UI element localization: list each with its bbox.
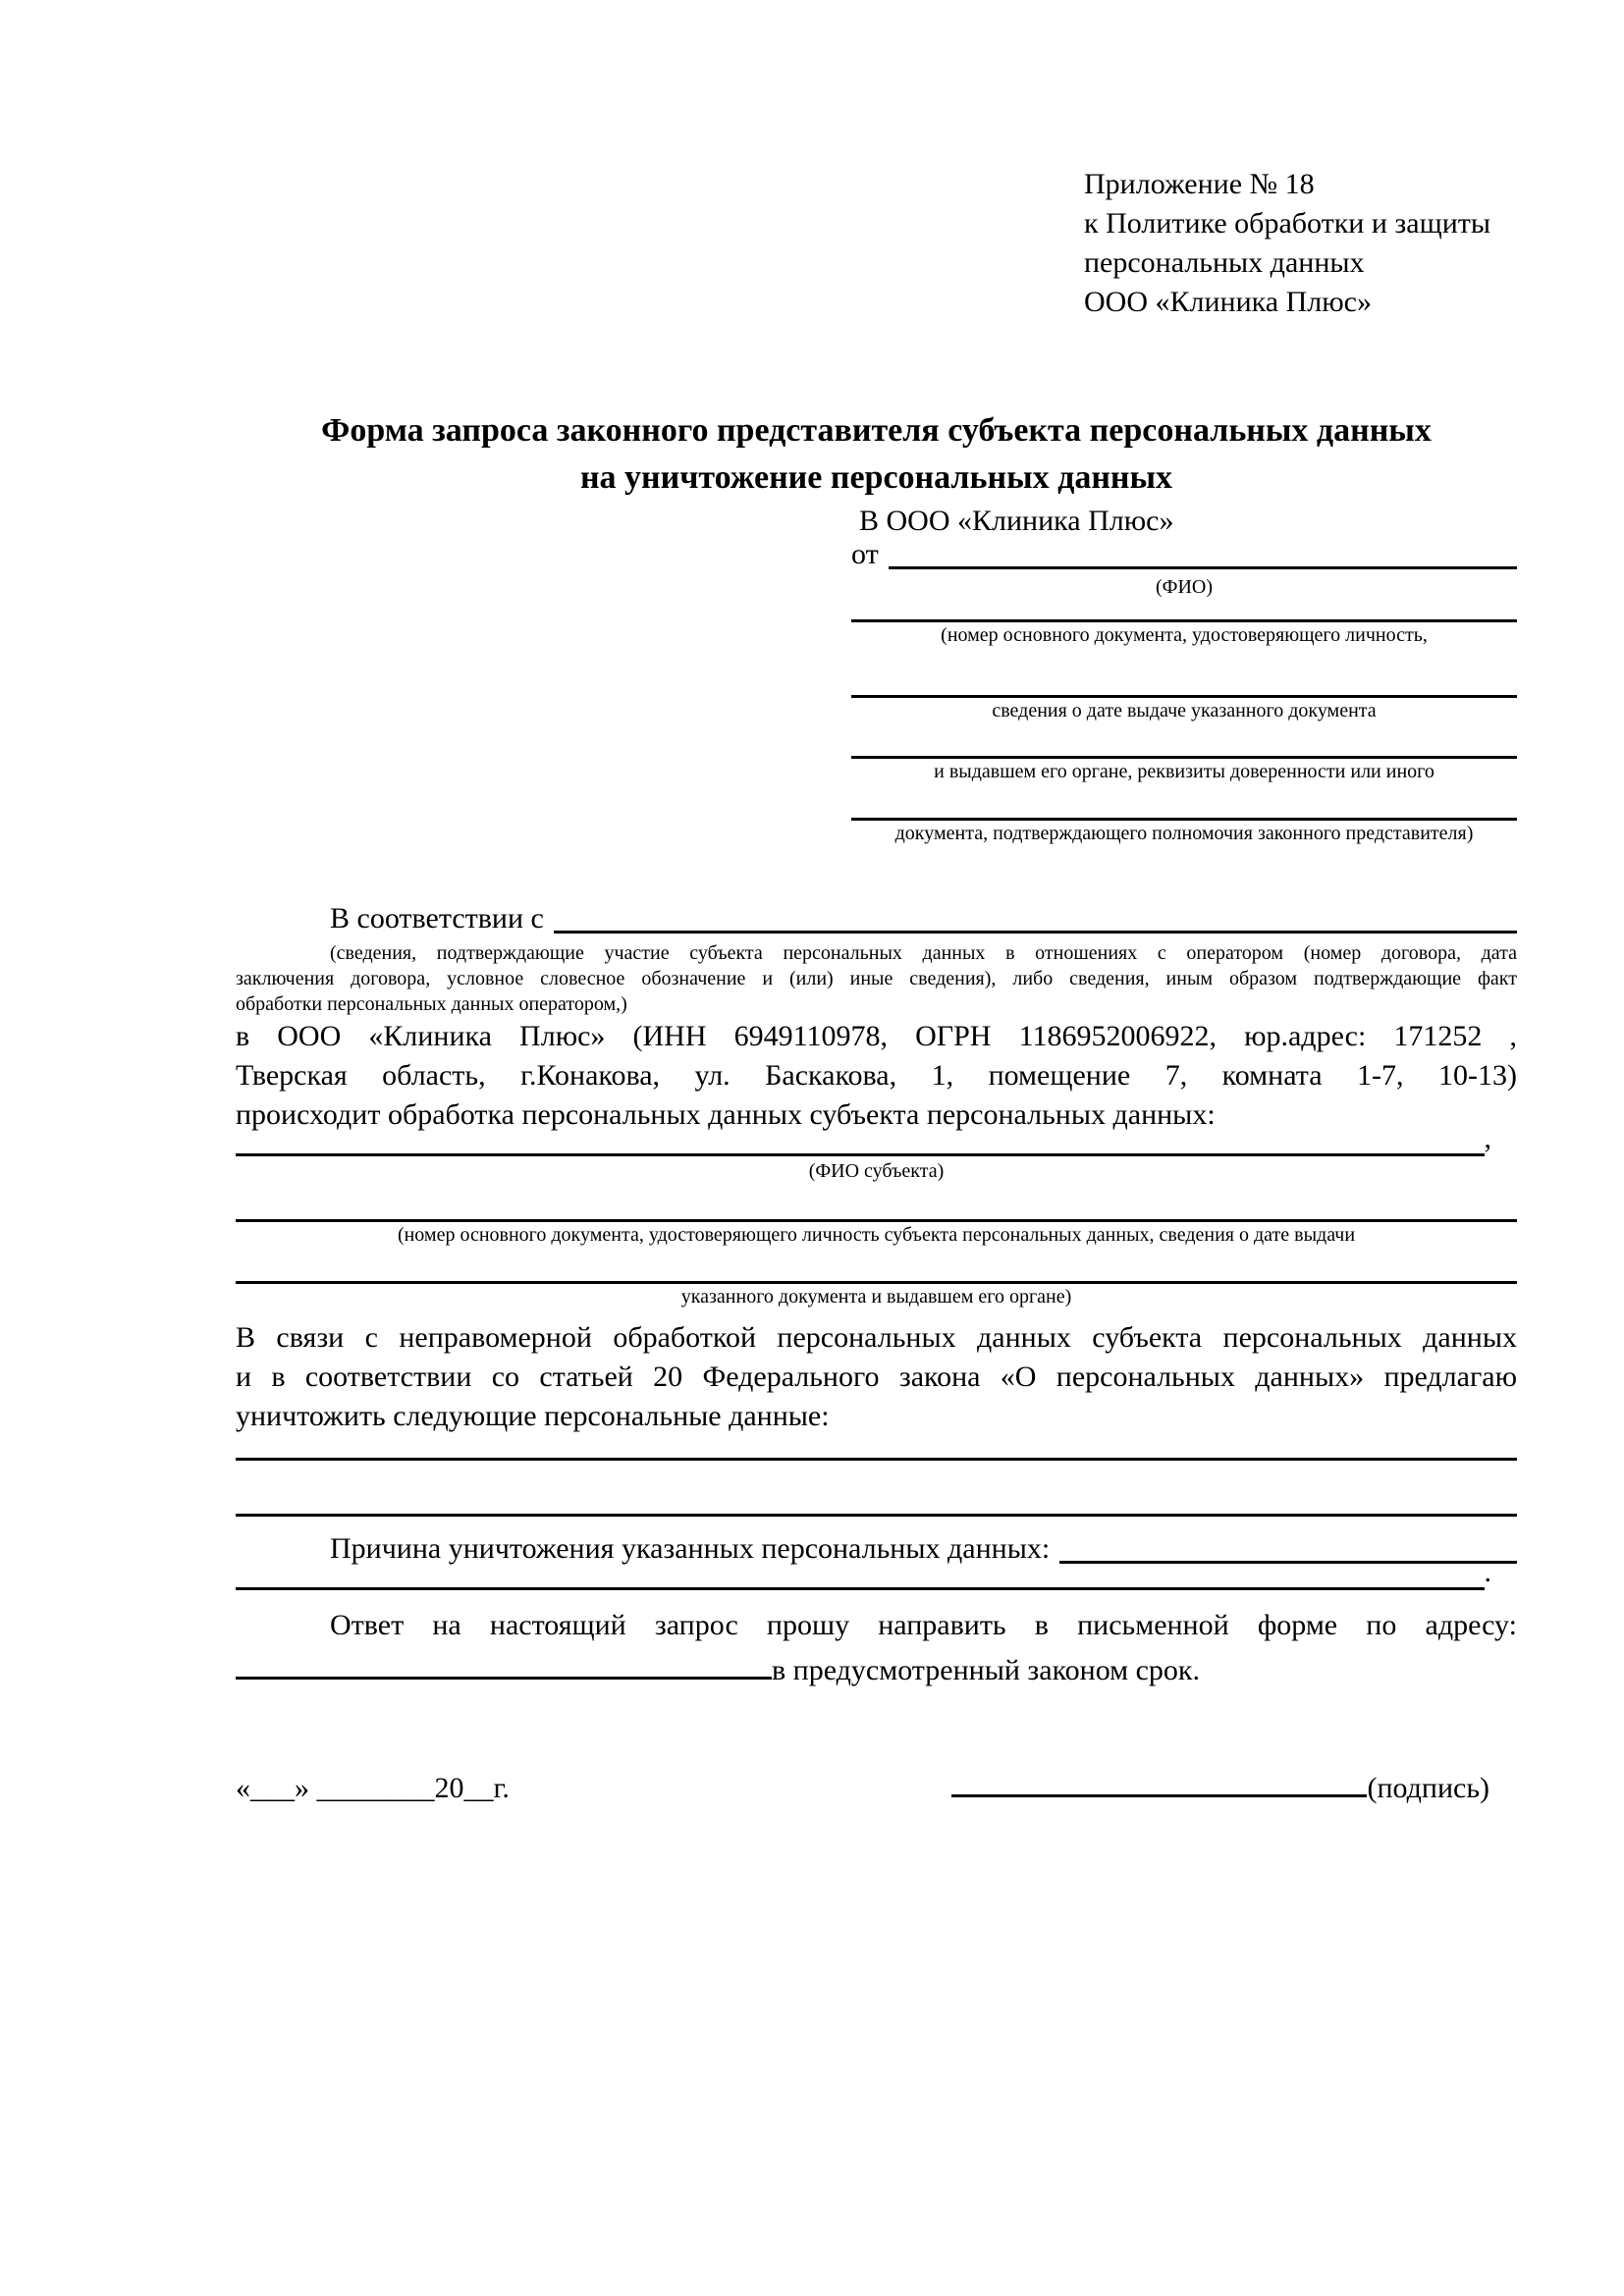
- reason-input-line[interactable]: [1059, 1561, 1517, 1564]
- representative-doc-input-line-1[interactable]: [851, 600, 1517, 622]
- subject-fio-input-line[interactable]: [236, 1153, 1485, 1156]
- reason-continuation-row: [236, 1556, 1517, 1592]
- appendix-line-4: ООО «Клиника Плюс»: [1084, 286, 1372, 318]
- title-line-2: на уничтожение персональных данных: [579, 459, 1173, 496]
- data-to-destroy-input-line-2[interactable]: [236, 1461, 1517, 1517]
- representative-doc-caption-1: (номер основного документа, удостоверяющего личность,: [941, 624, 1428, 646]
- accordance-caption: [236, 940, 1517, 1017]
- subject-doc-caption-2: указанного документа и выдавшем его органе): [680, 1286, 1072, 1308]
- title-line-1: Форма запроса законного представителя субъекта персональных данных: [321, 412, 1432, 449]
- signature-group: [951, 1763, 1489, 1808]
- subject-doc-input-line-2[interactable]: [236, 1248, 1517, 1284]
- representative-doc-caption-4: документа, подтверждающего полномочия законного представителя): [894, 823, 1474, 844]
- request-paragraph-line-1: В связи с неправомерной обработкой персональных данных субъекта персональных данных: [236, 1321, 1517, 1354]
- representative-doc-input-line-3[interactable]: [851, 723, 1517, 759]
- subject-fio-row: [236, 1122, 1517, 1158]
- appendix-line-1: Приложение № 18: [1084, 168, 1315, 200]
- operator-paragraph-line-1: в ООО «Клиника Плюс» (ИНН 6949110978, ОГРН 1186952006922, юр.адрес: 171252 ,: [236, 1020, 1517, 1052]
- sentence-period: .: [1484, 1556, 1491, 1588]
- accordance-row: [236, 899, 1517, 938]
- address-input-line[interactable]: [236, 1645, 772, 1680]
- addressee-block: [851, 502, 1517, 846]
- accordance-input-line[interactable]: [554, 931, 1517, 934]
- appendix-line-3: персональных данных: [1084, 246, 1365, 279]
- accordance-caption-line-1: (сведения, подтверждающие участие субъекта персональных данных в отношениях с оператором (номер договора, дата: [330, 942, 1517, 964]
- footer-row: [236, 1763, 1517, 1808]
- subject-fio-comma: ,: [1484, 1122, 1491, 1154]
- accordance-caption-line-3: обработки персональных данных оператором,): [236, 993, 627, 1015]
- reason-continuation-input-line[interactable]: [236, 1587, 1485, 1590]
- representative-fio-input-line[interactable]: [889, 566, 1517, 569]
- answer-paragraph-line-2: [236, 1645, 1517, 1690]
- representative-doc-input-line-2[interactable]: [851, 648, 1517, 698]
- operator-paragraph-line-2: Тверская область, г.Конакова, ул. Баскакова, 1, помещение 7, комната 1-7, 10-13): [236, 1059, 1517, 1092]
- appendix-block: [1084, 165, 1517, 322]
- document-title: [236, 407, 1517, 502]
- request-paragraph: [236, 1318, 1517, 1436]
- subject-doc-input-line-1[interactable]: [236, 1184, 1517, 1222]
- reason-label: Причина уничтожения указанных персональных данных:: [330, 1532, 1051, 1565]
- representative-doc-input-line-4[interactable]: [851, 784, 1517, 821]
- signature-caption: (подпись): [1367, 1772, 1489, 1804]
- answer-tail-text: в предусмотренный законом срок.: [772, 1654, 1200, 1686]
- representative-fio-caption: (ФИО): [1155, 576, 1213, 598]
- data-to-destroy-input-line-1[interactable]: [236, 1436, 1517, 1461]
- representative-doc-caption-3: и выдавшем его органе, реквизиты доверенности или иного: [934, 761, 1435, 782]
- reason-row: [236, 1529, 1517, 1569]
- accordance-lead: В соответствии с: [330, 902, 544, 934]
- representative-doc-caption-2: сведения о дате выдаче указанного документа: [992, 700, 1377, 721]
- request-paragraph-line-2: и в соответствии со статьей 20 Федерального закона «О персональных данных» предлагаю: [236, 1361, 1517, 1393]
- date-field[interactable]: «___» ________20__г.: [236, 1772, 510, 1804]
- answer-paragraph-line-1: Ответ на настоящий запрос прошу направить в письменной форме по адресу:: [330, 1609, 1517, 1641]
- subject-doc-caption-1: (номер основного документа, удостоверяющего личность субъекта персональных данных, сведения о дате выдачи: [397, 1224, 1356, 1246]
- operator-paragraph: [236, 1017, 1517, 1135]
- from-row: [851, 538, 1517, 574]
- appendix-line-2: к Политике обработки и защиты: [1084, 207, 1491, 240]
- request-paragraph-line-3: уничтожить следующие персональные данные:: [236, 1400, 830, 1432]
- subject-fio-caption: (ФИО субъекта): [808, 1160, 945, 1182]
- from-label: от: [851, 538, 879, 570]
- accordance-caption-line-2: заключения договора, условное словесное обозначение и (или) иные сведения), либо сведения, иным образом подтверждающие факт: [236, 968, 1517, 989]
- operator-paragraph-line-3: происходит обработка персональных данных субъекта персональных данных:: [236, 1098, 1216, 1131]
- signature-input-line[interactable]: [951, 1763, 1367, 1797]
- addressee-org: В ООО «Клиника Плюс»: [859, 505, 1174, 537]
